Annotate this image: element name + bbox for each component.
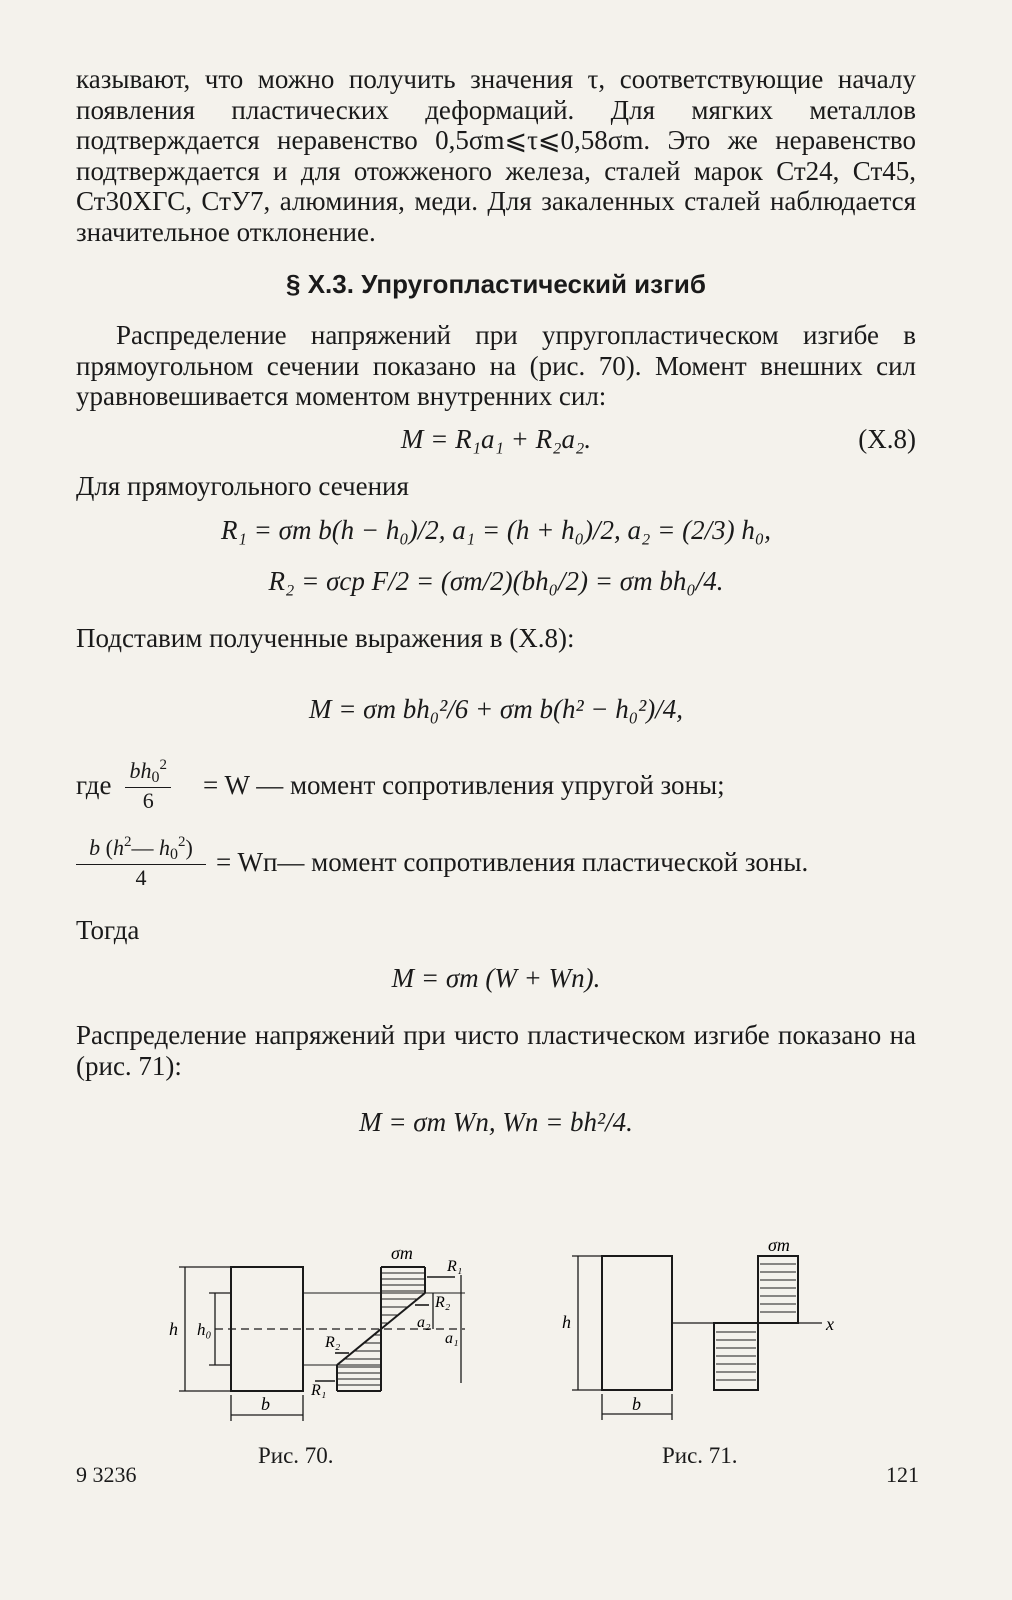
fig70-label-a1: a₁ <box>445 1330 459 1347</box>
formula-r1-body: R₁ = σm b(h − h₀)/2, a₁ = (h + h₀)/2, a₂ = (2/3) h₀, <box>221 515 771 545</box>
fig71-label-sigma: σm <box>768 1238 790 1255</box>
figure-70 <box>165 1235 485 1435</box>
formula-plastic-body: M = σm Wп, Wп = bh²/4. <box>359 1107 633 1137</box>
formula-x8 <box>76 424 916 455</box>
where-elastic-row <box>76 757 916 814</box>
where-elastic-text: = W — момент сопротивления упругой зоны; <box>202 769 725 800</box>
fig71-caption: Рис. 71. <box>662 1443 738 1468</box>
fig71-label-x: x <box>826 1314 834 1334</box>
fig70-caption: Рис. 70. <box>258 1443 334 1468</box>
formula-r2 <box>76 566 916 597</box>
formula-x8-body: M = R₁a₁ + R₂a₂. <box>400 423 592 454</box>
fig70-label-b: b <box>261 1394 270 1414</box>
paragraph-substitute: Подставим полученные выражения в (X.8): <box>76 623 575 653</box>
section-title: § X.3. Упругопластический изгиб <box>286 269 706 299</box>
fig70-label-r1-top: R₁ <box>447 1258 463 1275</box>
where-plastic-text: = Wп— момент сопротивления пластической зоны. <box>216 846 809 877</box>
formula-plastic <box>76 1107 916 1138</box>
plastic-fraction: $\frac{b (h^2— h_0^2)}{4}$ <box>76 834 206 891</box>
paragraph-distribution: Распределение напряжений при упругопластическом изгибе в прямоугольном сечении показано на (рис. 70). Момент внешних сил уравновешивается моментом внутренних сил: <box>76 320 916 411</box>
fig70-label-h: h <box>169 1319 178 1339</box>
fig70-label-a2: a₂ <box>417 1314 431 1331</box>
formula-then-body: M = σm (W + Wп). <box>391 963 601 993</box>
where-plastic-row <box>76 834 916 891</box>
footer-signature: 9 3236 <box>76 1462 137 1487</box>
figure-71 <box>560 1238 860 1438</box>
fig71-label-h: h <box>562 1312 571 1332</box>
fig70-label-r2-bot: R₂ <box>325 1334 341 1351</box>
formula-moment <box>76 694 916 725</box>
formula-r1 <box>76 515 916 546</box>
formula-x8-number: (X.8) <box>858 423 916 454</box>
then-label: Тогда <box>76 914 140 945</box>
page-content <box>76 64 916 1138</box>
fig70-label-r1-bot: R₁ <box>311 1382 327 1399</box>
fig70-label-h0: h₀ <box>197 1320 212 1339</box>
formula-then <box>76 963 916 994</box>
fig71-label-b: b <box>632 1394 641 1414</box>
fig70-label-sigma: σm <box>391 1243 413 1263</box>
page-number: 121 <box>886 1462 919 1487</box>
formula-r2-body: R₂ = σcp F/2 = (σm/2)(bh₀/2) = σm bh₀/4. <box>268 566 724 596</box>
where-label: где <box>76 769 112 800</box>
formula-moment-body: M = σm bh₀²/6 + σm b(h² − h₀²)/4, <box>308 693 684 724</box>
paragraph-plastic: Распределение напряжений при чисто пластическом изгибе показано на (рис. 71): <box>76 1020 916 1081</box>
elastic-fraction: $\frac{bh_0^2}{6}$ <box>125 757 171 814</box>
fig70-label-r2-top: R₂ <box>435 1294 451 1311</box>
intro-paragraph: казывают, что можно получить значения τ, соответствующие началу появления пластических деформаций. Для мягких металлов подтверждается неравенство 0,5σm⩽τ⩽0,58σm. Это же неравенство подтверждается и для отожженого железа, сталей марок Ст24, Ст45, Ст30ХГС, СтУ7, алюминия, меди. Для закаленных сталей наблюдается значительное отклонение. <box>76 64 916 247</box>
paragraph-rectangular: Для прямоугольного сечения <box>76 470 409 501</box>
